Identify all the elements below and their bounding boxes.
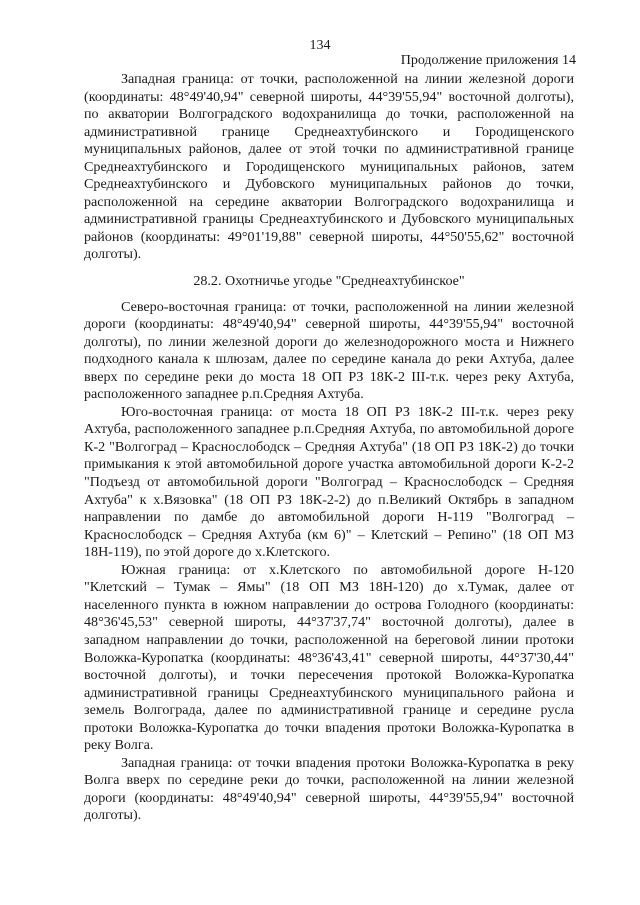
paragraph-south-boundary: Южная граница: от х.Клетского по автомобильной дороге Н-120 "Клетский – Тумак – Ямы" (18 ОП МЗ 18Н-120) до х.Тумак, далее от населенного пункта в южном направлении до острова Голодного (координаты: 48°36'45,53" северной широты, 44°37'37,74" восточной долготы), далее в западном направлении до точки, расположенной на береговой линии протоки Воложка-Куропатка (координаты: 48°36'43,41" северной широты, 44°37'30,44" восточной долготы), и точки пересечения протокой Воложка-Куропатка административной границы Среднеахтубинского муниципального района и земель Волгограда, далее по административной границе и середине русла протоки Воложка-Куропатка до точки впадения протоки Воложка-Куропатка в реку Волга. <box>84 561 574 754</box>
appendix-note: Продолжение приложения 14 <box>400 53 576 68</box>
paragraph-northeast-boundary: Северо-восточная граница: от точки, расположенной на линии железной дороги (координаты: 48°49'40,94" северной широты, 44°39'55,94" восточной долготы), по линии железной дороги до железнодорожного моста и Нижнего подходного канала к шлюзам, далее по середине канала до реки Ахтуба, далее вверх по середине реки до моста 18 ОП РЗ 18К-2 III-т.к. через реку Ахтуба, расположенного западнее р.п.Средняя Ахтуба. <box>84 298 574 403</box>
paragraph-west-boundary-1: Западная граница: от точки, расположенной на линии железной дороги (координаты: 48°49'40,94" северной широты, 44°39'55,94" восточной долготы), по акватории Волгоградского водохранилища до точки, расположенной на административной границе Среднеахтубинского и Городищенского муниципальных районов, далее от этой точки по административной границе Среднеахтубинского и Городищенского муниципальных районов, затем Среднеахтубинского и Дубовского муниципальных районов до точки, расположенной на середине акватории Волгоградского водохранилища и административной границы Среднеахтубинского и Дубовского муниципальных районов (координаты: 49°01'19,88" северной широты, 44°50'55,62" восточной долготы). <box>84 71 574 263</box>
page-number: 134 <box>309 38 331 53</box>
section-heading: 28.2. Охотничье угодье "Среднеахтубинское" <box>193 273 465 290</box>
paragraph-west-boundary-2: Западная граница: от точки впадения протоки Воложка-Куропатка в реку Волга вверх по середине реки до точки, расположенной на линии железной дороги (координаты: 48°49'40,94" северной широты, 44°39'55,94" восточной долготы). <box>84 754 574 824</box>
document-body <box>84 71 574 825</box>
paragraph-southeast-boundary: Юго-восточная граница: от моста 18 ОП РЗ 18К-2 III-т.к. через реку Ахтуба, расположенного западнее р.п.Средняя Ахтуба, по автомобильной дороге К-2 "Волгоград – Краснослободск – Средняя Ахтуба" (18 ОП РЗ 18К-2) до точки примыкания к этой автомобильной дороге участка автомобильной дороги К-2-2 "Подъезд от автомобильной дороги "Волгоград – Краснослободск – Средняя Ахтуба" к х.Вязовка" (18 ОП РЗ 18К-2-2) до п.Великий Октябрь в западном направлении по дамбе до автомобильной дороги Н-119 "Волгоград – Краснослободск – Средняя Ахтуба (км 6)" – Клетский – Репино" (18 ОП МЗ 18Н-119), по этой дороге до х.Клетского. <box>84 403 574 561</box>
